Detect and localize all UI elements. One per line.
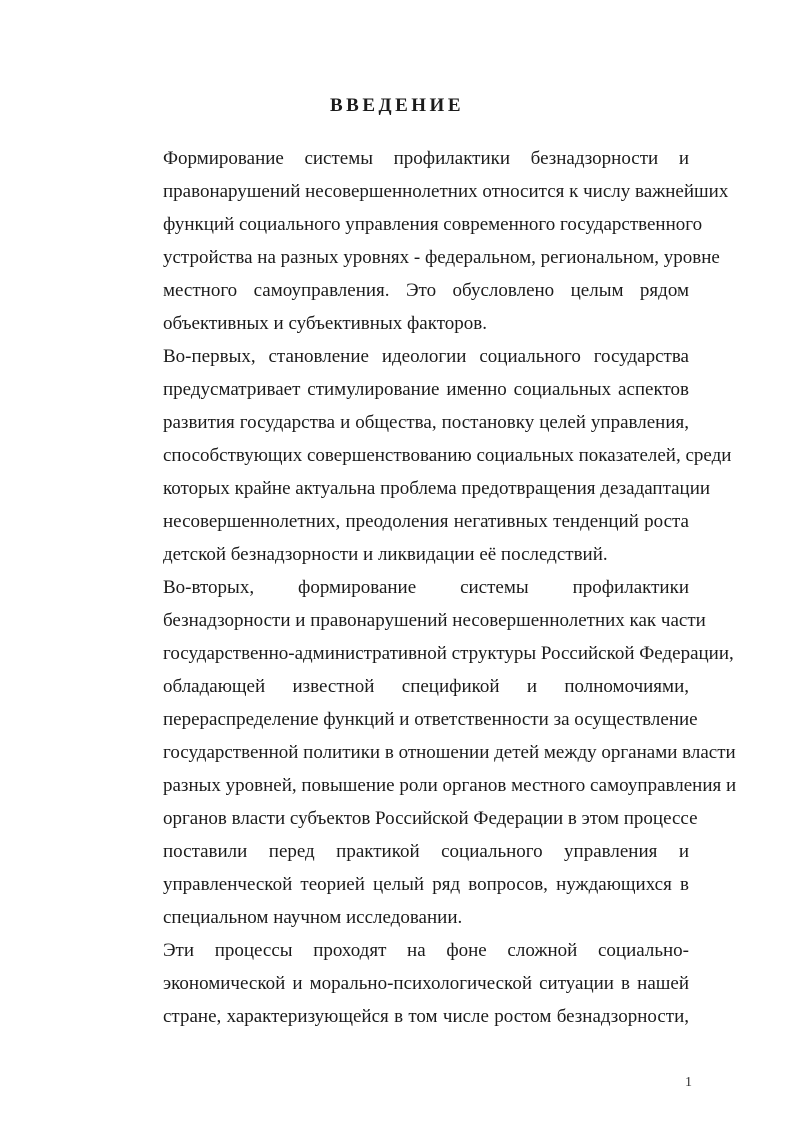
text-line: Формирование системы профилактики безнадзорности и (163, 148, 689, 169)
text-line: органов власти субъектов Российской Федерации в этом процессе (163, 808, 698, 829)
text-line: государственно-административной структуры Российской Федерации, (163, 643, 734, 664)
text-line: Эти процессы проходят на фоне сложной социально- (163, 940, 689, 961)
text-line: которых крайне актуальна проблема предотвращения дезадаптации (163, 478, 711, 499)
text-line: местного самоуправления. Это обусловлено целым рядом (163, 280, 689, 301)
paragraph (116, 571, 737, 934)
text-line: несовершеннолетних, преодоления негативных тенденций роста (163, 511, 689, 532)
text-line: функций социального управления современного государственного (163, 214, 703, 235)
text-line: Во-первых, становление идеологии социального государства (163, 346, 689, 367)
text-line: обладающей известной спецификой и полномочиями, (163, 676, 689, 697)
text-line: управленческой теорией целый ряд вопросов, нуждающихся в (163, 874, 689, 895)
document-body (116, 142, 737, 1033)
text-line: поставили перед практикой социального управления и (163, 841, 689, 862)
text-line: способствующих совершенствованию социальных показателей, среди (163, 445, 732, 466)
paragraph (116, 934, 689, 1033)
text-line: перераспределение функций и ответственности за осуществление (163, 709, 698, 730)
text-line: безнадзорности и правонарушений несовершеннолетних как части (163, 610, 706, 631)
text-line: правонарушений несовершеннолетних относится к числу важнейших (163, 181, 729, 202)
text-line: Во-вторых, формирование системы профилактики (163, 577, 689, 598)
text-line: предусматривает стимулирование именно социальных аспектов (163, 379, 689, 400)
text-line: экономической и морально-психологической ситуации в нашей (163, 973, 689, 994)
text-line: разных уровней, повышение роли органов местного самоуправления и (163, 775, 737, 796)
page-number: 1 (685, 1075, 692, 1090)
text-line: устройства на разных уровнях - федеральном, региональном, уровне (163, 247, 720, 268)
text-line: государственной политики в отношении детей между органами власти (163, 742, 736, 763)
paragraph (116, 340, 732, 571)
text-line: развития государства и общества, постановку целей управления, (163, 412, 689, 433)
section-title: ВВЕДЕНИЕ (330, 95, 464, 116)
text-line: объективных и субъективных факторов. (163, 313, 487, 334)
text-line: детской безнадзорности и ликвидации её последствий. (163, 544, 608, 565)
text-line: стране, характеризующейся в том числе ростом безнадзорности, (163, 1006, 689, 1027)
text-line: специальном научном исследовании. (163, 907, 463, 928)
paragraph (116, 142, 729, 340)
